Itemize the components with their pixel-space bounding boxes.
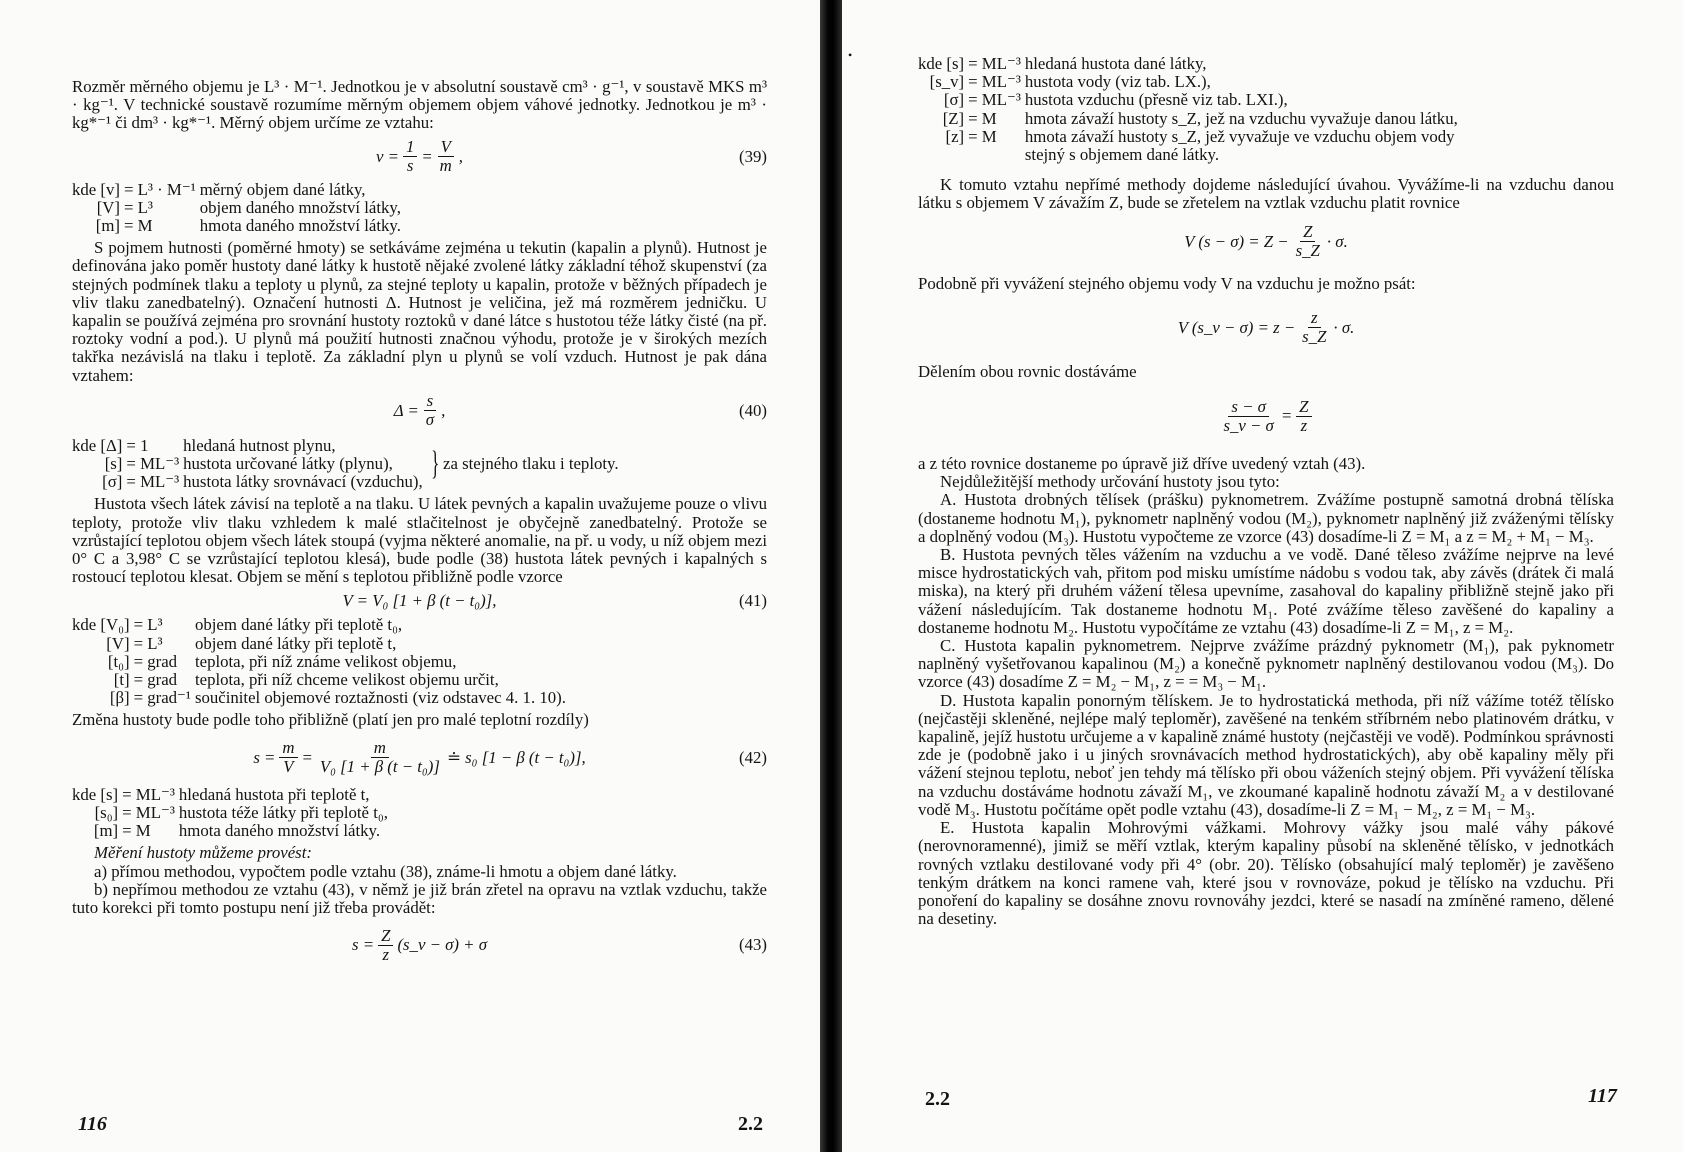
definitions-42	[72, 786, 392, 841]
definition-row: [t₀] = grad teplota, při níž známe velikost objemu,	[107, 651, 457, 671]
fraction: $\frac{s}{\sigma}$	[423, 392, 437, 429]
paragraph-method-e: E. Hustota kapalin Mohrovými vážkami. Mohrovy vážky jsou malé váhy pákové (nerovnoramenné), jimiž se měří vztlak, kterým kapaliny působí na skleněné tělísko, v jednotkách rovných vztlaku destilované vody při 4° (obr. 20). Tělísko (obsahující malý teploměr) je zavěšeno tenkým drátkem na konci ramene vah, které jsou v rovnováze, pokud je tělísko na vzduchu. Při ponoření do kapaliny se dosáhne znovu rovnováhy jezdci, které se nasadí na zmíněné rameno, dělené na desetiny.	[918, 818, 1614, 929]
definition-row: kde [s] = ML⁻³ hledaná hustota dané látky,	[918, 54, 1207, 73]
equation-39: v = $\frac{1}{s}$ = $\frac{V}{m}$ , (39)	[375, 137, 767, 176]
definition-row: [β] = grad⁻¹ součinitel objemové roztažnosti (viz odstavec 4. 1. 10).	[109, 688, 566, 708]
left-page-content	[72, 78, 767, 973]
margin-mark: •	[848, 48, 853, 62]
equation-40: Δ = $\frac{s}{\sigma}$ , (40)	[393, 391, 767, 430]
definition-row: kde [s] = ML⁻³ hledaná hustota při teplotě t,	[72, 784, 370, 804]
paragraph: Hustota všech látek závisí na teplotě a na tlaku. U látek pevných a kapalin uvažujeme pouze o vlivu teploty, protože vliv tlaku vzhledem k malé stlačitelnost je obyčejně zanedbatelný. Protože se vzrůstající teplotou objem všech látek stoupá (vyjma některé anomalie, na př. u vody, u níž objem mezi 0° C a 3,98° C se vzrůstající teplotou klesá), bude podle (38) hustota látek pevných i kapalných s rostoucí teplotou klesat. Objem se mění s teplotou přibližně podle vzorce	[72, 494, 767, 587]
equation-42: s = $\frac{m}{V}$ = $\frac{m}{\text{V₀ [1 + β (t − t₀)]}}$ ≐ s₀ [1 − β (t − t₀)], (42)	[253, 738, 767, 777]
fraction: $\frac{Z}{s\_Z}$	[1295, 222, 1320, 261]
fraction: $\frac{V}{m}$	[437, 138, 455, 175]
definition-row: [t] = grad teplota, při níž chceme velikost objemu určit,	[113, 670, 499, 690]
equation-number: (43)	[739, 935, 767, 955]
definition-row: stejný s objemem dané látky.	[1024, 145, 1220, 165]
equation-number: (40)	[739, 400, 767, 420]
equation-c: $\frac{s - \sigma}{s\_v - \sigma}$ = $\frac{Z}{z}$	[918, 385, 1614, 447]
paragraph: a) přímou methodou, vypočtem podle vztahu (38), známe-li hmotu a objem dané látky.	[94, 861, 677, 881]
fraction: $\frac{m}{\text{V₀ [1 + β (t − t₀)]}}$	[319, 738, 440, 777]
book-spine	[820, 0, 842, 1152]
paragraph: a z této rovnice dostaneme po úpravě již dříve uvedený vztah (43).	[918, 454, 1366, 474]
paragraph-method-d: D. Hustota kapalin ponorným tělískem. Je to hydrostatická methoda, při níž vážíme totéž tělísko (nejčastěji skleněné, nejlépe malý teploměr), zavěšené na tenkém stříbrném nebo platinovém drátku, v kapalině, jejíž hustotu určujeme a v kapalině známé hustoty (nejčastěji ve vodě). Podmínkou správnosti zde je (podobně jako i u jiných srovnávacích method hydrostatických), aby obě kapaliny měly při vážení stejnou teplotu, neboť jen tehdy má tělísko při obou váženích stejný objem. Při vyvážení tělíska na vzduchu dostáváme hodnotu závaží M₁, ve zkoumané kapalině hodnotu závaží M₂ a v destilované vodě M₃. Hustotu počítáme opět podle vztahu (43), dosadíme-li Z = M₁ − M₂, z = M₁ − M₃.	[918, 690, 1614, 819]
brace-note: za stejného tlaku i teploty.	[443, 454, 619, 474]
definition-row: [s₀] = ML⁻³ hustota téže látky při teplotě t₀,	[94, 802, 388, 822]
paragraph-method-c: C. Hustota kapalin pyknometrem. Nejprve zvážíme prázdný pyknometr (M₁), pak pyknometr naplněný vyšetřovanou kapalinou (M₂) a konečně pyknometr naplněný destilovanou vodou (M₃). Do vzorce (43) dosadíme Z = M₂ − M₁, z = = M₃ − M₁.	[918, 636, 1614, 692]
definition-row: [σ] = ML⁻³ hustota vzduchu (přesně viz tab. LXI.),	[943, 90, 1288, 110]
definition-row: [Z] = M hmota závaží hustoty s_Z, jež na vzduchu vyvažuje danou látku,	[942, 108, 1458, 128]
paragraph: b) nepřímou methodou ze vztahu (43), v němž je již brán zřetel na opravu na vztlak vzduchu, takže tuto korekci při tomto postupu není již třeba provádět:	[72, 879, 767, 917]
paragraph: Měření hustoty můžeme provést:	[94, 843, 312, 863]
paragraph: Nejdůležitější methody určování hustoty jsou tyto:	[940, 472, 1280, 492]
equation-b: V (s_v − σ) = z − $\frac{z}{s\_Z}$ · σ.	[1177, 308, 1355, 347]
paragraph-method-b: B. Hustota pevných těles vážením na vzduchu a ve vodě. Dané těleso zvážíme nejprve na levé misce hydrostatických vah, přitom pod misku umístíme nádobu s vodou tak, aby závěs (drátek či malá miska), na který při druhém vážení tělesa upevníme, zasahoval do kapaliny přibližně stejně jako při vážení následujícím. Tak dostaneme hodnotu M₁. Poté zvážíme těleso zavěšené do kapaliny a dostaneme hodnotu M₂. Hustotu vypočítáme ze vztahu (43) dosadíme-li Z = M₁, z = M₂.	[918, 545, 1614, 637]
brace: }	[430, 445, 439, 483]
definition-row: [m] = M hmota daného množství látky.	[95, 216, 401, 236]
fraction: $\frac{Z}{z}$	[378, 927, 393, 964]
paragraph: Změna hustoty bude podle toho přibližně (platí jen pro malé teplotní rozdíly)	[72, 710, 589, 730]
equation-number: (42)	[739, 747, 767, 767]
definition-row: [m] = M hmota daného množství látky.	[93, 821, 381, 841]
definition-row: [V] = L³ objem dané látky při teplotě t,	[106, 633, 397, 653]
definitions-41	[72, 616, 570, 707]
fraction: $\frac{s - \sigma}{s\_v - \sigma}$	[1223, 396, 1274, 435]
paragraph: Podobně při vyvážení stejného objemu vody V na vzduchu je možno psát:	[918, 273, 1416, 293]
definition-row: kde [V₀] = L³ objem dané látky při teplotě t₀,	[72, 615, 403, 635]
definition-row: [s] = ML⁻³ hustota určované látky (plynu),	[104, 454, 393, 474]
definition-row: [σ] = ML⁻³ hustota látky srovnávací (vzduchu),	[102, 472, 423, 492]
fraction: $\frac{1}{s}$	[403, 138, 417, 175]
equation-number: (39)	[739, 146, 767, 166]
paragraph: Rozměr měrného objemu je L³ · M⁻¹. Jednotkou je v absolutní soustavě cm³ · g⁻¹, v soustavě MKS m³ · kg⁻¹. V technické soustavě rozumíme měrným objemem objem váhové jednotky. Jednotkou je m³ · kg*⁻¹ či dm³ · kg*⁻¹. Měrný objem určíme ze vztahu:	[72, 77, 767, 133]
definition-row: kde [Δ] = 1 hledaná hutnost plynu,	[72, 435, 336, 455]
fraction: $\frac{m}{V}$	[279, 739, 297, 776]
equation-41: V = V₀ [1 + β (t − t₀)], (41)	[342, 591, 767, 611]
definition-row: kde [v] = L³ · M⁻¹ měrný objem dané látky,	[72, 179, 366, 199]
page-number: 117	[1588, 1085, 1617, 1107]
equation-43: s = $\frac{Z}{z}$ (s_v − σ) + σ (43)	[352, 925, 767, 964]
paragraph: S pojmem hutnosti (poměrné hmoty) se setkáváme zejména u tekutin (kapalin a plynů). Hutnost je definována jako poměr hustoty dané látky k hustotě nějaké zvolené látky základní téhož skupenství (za stejných podmínek tlaku a teploty u plynů, za stejné teploty u kapalin, protože v běžných případech je vliv tlaku zanedbatelný). Označení hutnosti Δ. Hutnost je veličina, jež má rozměrem jedničku. U kapalin se používá zejména pro srovnání hustoty roztoků v dané látce s hustotou téže látky čisté (na př. roztoky vodní a pod.). U plynů má použití hutnosti značnou výhodu, protože je v širokých mezích takřka nezávislá na tlaku i teplotě. Za základní plyn u plynů se volí vzduch. Hutnost je pak dána vztahem:	[72, 238, 767, 385]
definition-row: [z] = M hmota závaží hustoty s_Z, jež vyvažuje ve vzduchu objem vody	[945, 126, 1455, 146]
paragraph: Dělením obou rovnic dostáváme	[918, 361, 1137, 381]
equation-a: V (s − σ) = Z − $\frac{Z}{s\_Z}$ · σ.	[1184, 222, 1348, 261]
equation-number: (41)	[739, 591, 767, 611]
definitions-40-block	[72, 437, 767, 492]
fraction: $\frac{Z}{z}$	[1296, 398, 1311, 435]
definitions-43	[918, 55, 1462, 164]
right-page-content	[918, 55, 1614, 928]
paragraph-method-a: A. Hustota drobných tělísek (prášku) pyknometrem. Zvážíme postupně samotná drobná tělíska (dostaneme hodnotu M₁), pyknometr naplněný vodou (M₂), pyknometr naplněný již zváženými tělísky a doplněný vodou (M₃). Hustotu vypočteme ze vzorce (43) dosadíme-li Z = M₁ a z = M₂ + M₁ − M₃.	[918, 490, 1614, 546]
definitions-39	[72, 181, 405, 236]
fraction: $\frac{z}{s\_Z}$	[1302, 308, 1327, 347]
page-number: 116	[78, 1113, 107, 1135]
paragraph: K tomuto vztahu nepřímé methody dojdeme následující úvahou. Vyvážíme-li na vzduchu danou látku s objemem V závažím Z, bude se zřetelem na vztlak vzduchu platit rovnice	[918, 175, 1614, 213]
eq-lhs: v =	[375, 146, 399, 166]
section-marker: 2.2	[925, 1088, 950, 1110]
definition-row: [s_v] = ML⁻³ hustota vody (viz tab. LX.),	[929, 72, 1211, 92]
definition-row: [V] = L³ objem daného množství látky,	[96, 197, 401, 217]
section-marker: 2.2	[738, 1113, 763, 1135]
definitions-40	[72, 437, 427, 492]
